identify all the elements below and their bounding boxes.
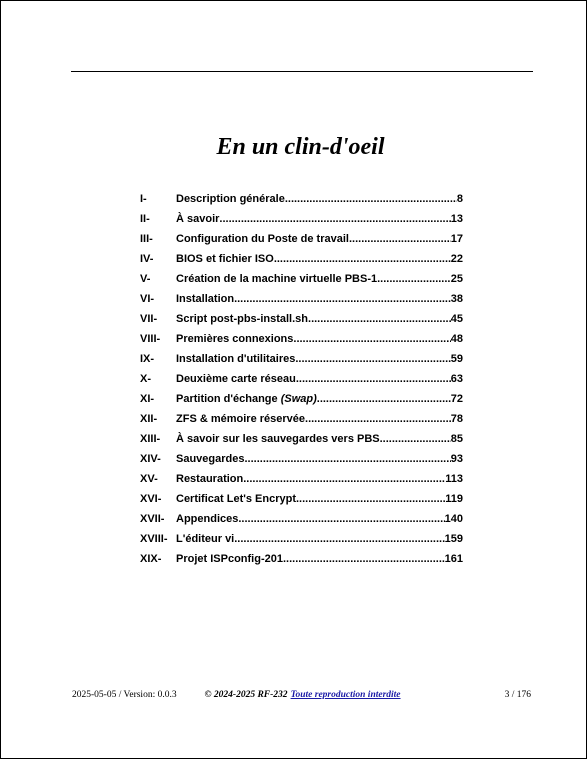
toc-label-text: Certificat Let's Encrypt [176, 493, 296, 505]
toc-label-text: Installation d'utilitaires [176, 353, 296, 365]
toc-label [176, 312, 308, 326]
toc-row[interactable] [140, 352, 463, 372]
toc-row[interactable] [140, 512, 463, 532]
toc-dot-leader [238, 512, 444, 526]
toc-label [176, 412, 305, 426]
toc-row[interactable] [140, 272, 463, 292]
toc-label-text: Restauration [176, 473, 244, 485]
toc-label [176, 252, 274, 266]
toc-page-number: 25 [450, 273, 463, 285]
toc-label-italic: (Swap) [280, 393, 317, 405]
toc-page-number: 45 [450, 313, 463, 325]
toc-entry[interactable] [176, 352, 463, 366]
toc-number: XI- [140, 393, 155, 405]
toc-label-text: Installation [176, 293, 235, 305]
toc-label [176, 272, 377, 286]
toc-number: XVI- [140, 493, 162, 505]
toc-label-text: Partition d'échange [176, 393, 281, 405]
toc-label [176, 512, 238, 526]
toc-row[interactable] [140, 392, 463, 412]
footer-date-version: 2025-05-05 / Version: 0.0.3 [72, 690, 177, 700]
toc-entry[interactable] [176, 312, 463, 326]
toc-entry[interactable] [176, 432, 463, 446]
toc-dot-leader [349, 232, 451, 246]
toc-label-text: BIOS et fichier ISO [176, 253, 274, 265]
table-of-contents [140, 192, 463, 572]
page-footer [72, 690, 533, 704]
toc-page-number: 17 [450, 233, 463, 245]
header-rule [71, 71, 533, 72]
toc-label [176, 352, 295, 366]
toc-page-number: 8 [456, 193, 463, 205]
toc-label-text: Script post-pbs-install.sh [176, 313, 309, 325]
toc-entry[interactable] [176, 212, 463, 226]
toc-page-number: 22 [450, 253, 463, 265]
toc-dot-leader [377, 272, 451, 286]
toc-dot-leader [243, 472, 445, 486]
toc-entry[interactable] [176, 452, 463, 466]
toc-label-text: L'éditeur vi [176, 533, 235, 545]
toc-label-text: ZFS & mémoire réservée [176, 413, 306, 425]
toc-number: XII- [140, 413, 158, 425]
toc-label [176, 332, 293, 346]
toc-row[interactable] [140, 432, 463, 452]
footer-notice-link[interactable]: Toute reproduction interdite [290, 690, 401, 700]
toc-page-number: 13 [450, 213, 463, 225]
toc-page-number: 78 [450, 413, 463, 425]
toc-entry[interactable] [176, 392, 463, 406]
toc-label-text: Description générale [176, 193, 285, 205]
toc-number: XV- [140, 473, 158, 485]
toc-label [176, 452, 244, 466]
toc-dot-leader [317, 392, 451, 406]
toc-entry[interactable] [176, 332, 463, 346]
toc-page-number: 119 [445, 493, 463, 505]
toc-label-text: Projet ISPconfig-201 [176, 553, 283, 565]
toc-row[interactable] [140, 232, 463, 252]
toc-page-number: 113 [445, 473, 463, 485]
toc-page-number: 140 [444, 513, 463, 525]
toc-number: II- [140, 213, 150, 225]
toc-dot-leader [244, 452, 450, 466]
toc-label [176, 432, 380, 446]
toc-number: VI- [140, 293, 155, 305]
toc-number: XVII- [140, 513, 165, 525]
toc-label [176, 192, 285, 206]
toc-page-number: 159 [444, 533, 463, 545]
toc-entry[interactable] [176, 532, 463, 546]
toc-page-number: 161 [444, 553, 463, 565]
footer-copyright: © 2024-2025 RF-232 [204, 690, 288, 700]
toc-label-text: À savoir [176, 213, 220, 225]
toc-dot-leader [234, 292, 451, 306]
toc-label [176, 392, 317, 406]
toc-dot-leader [219, 212, 450, 226]
toc-dot-leader [274, 252, 451, 266]
toc-dot-leader [234, 532, 444, 546]
toc-label-text: Sauvegardes [176, 453, 245, 465]
toc-dot-leader [283, 552, 445, 566]
toc-number: XIV- [140, 453, 161, 465]
toc-number: VII- [140, 313, 158, 325]
toc-entry[interactable] [176, 292, 463, 306]
toc-row[interactable] [140, 452, 463, 472]
toc-row[interactable] [140, 192, 463, 212]
toc-page-number: 72 [450, 393, 463, 405]
toc-label-text: Deuxième carte réseau [176, 373, 296, 385]
toc-number: III- [140, 233, 153, 245]
toc-row[interactable] [140, 292, 463, 312]
toc-entry[interactable] [176, 492, 463, 506]
toc-entry[interactable] [176, 192, 463, 206]
toc-number: V- [140, 273, 151, 285]
toc-number: XIII- [140, 433, 161, 445]
toc-label [176, 212, 219, 226]
toc-label [176, 532, 234, 546]
toc-dot-leader [293, 332, 450, 346]
toc-dot-leader [295, 352, 450, 366]
toc-label [176, 372, 296, 386]
footer-page-counter: 3 / 176 [504, 690, 531, 700]
toc-dot-leader [296, 492, 445, 506]
toc-label-text: À savoir sur les sauvegardes vers PBS [176, 433, 380, 445]
toc-number: VIII- [140, 333, 161, 345]
toc-row[interactable] [140, 472, 463, 492]
toc-label [176, 292, 234, 306]
toc-label [176, 232, 349, 246]
toc-number: IV- [140, 253, 154, 265]
toc-page-number: 93 [450, 453, 463, 465]
toc-dot-leader [296, 372, 451, 386]
toc-number: I- [140, 193, 147, 205]
toc-entry[interactable] [176, 552, 463, 566]
toc-dot-leader [285, 192, 457, 206]
toc-row[interactable] [140, 532, 463, 552]
toc-entry[interactable] [176, 512, 463, 526]
toc-page-number: 63 [450, 373, 463, 385]
toc-entry[interactable] [176, 412, 463, 426]
toc-label-text: Premières connexions [176, 333, 294, 345]
toc-number: IX- [140, 353, 155, 365]
toc-number: XIX- [140, 553, 162, 565]
toc-label [176, 552, 283, 566]
toc-number: XVIII- [140, 533, 168, 545]
toc-page-number: 38 [450, 293, 463, 305]
toc-dot-leader [305, 412, 451, 426]
toc-row[interactable] [140, 492, 463, 512]
toc-row[interactable] [140, 412, 463, 432]
toc-row[interactable] [140, 552, 463, 572]
toc-label-text: Appendices [176, 513, 239, 525]
toc-page-number: 59 [450, 353, 463, 365]
toc-entry[interactable] [176, 252, 463, 266]
footer-copyright-block [72, 690, 533, 700]
toc-dot-leader [380, 432, 451, 446]
toc-row[interactable] [140, 332, 463, 352]
toc-entry[interactable] [176, 272, 463, 286]
toc-entry[interactable] [176, 372, 463, 386]
toc-label-text: Création de la machine virtuelle PBS-1 [176, 273, 378, 285]
toc-dot-leader [308, 312, 451, 326]
toc-entry[interactable] [176, 232, 463, 246]
toc-label [176, 472, 243, 486]
toc-page-number: 48 [450, 333, 463, 345]
toc-label-text: Configuration du Poste de travail [176, 233, 349, 245]
toc-entry[interactable] [176, 472, 463, 486]
toc-row[interactable] [140, 372, 463, 392]
toc-label [176, 492, 296, 506]
toc-row[interactable] [140, 312, 463, 332]
toc-number: X- [140, 373, 151, 385]
toc-row[interactable] [140, 212, 463, 232]
toc-page-number: 85 [450, 433, 463, 445]
page-title: En un clin-d'oeil [216, 134, 385, 160]
toc-row[interactable] [140, 252, 463, 272]
